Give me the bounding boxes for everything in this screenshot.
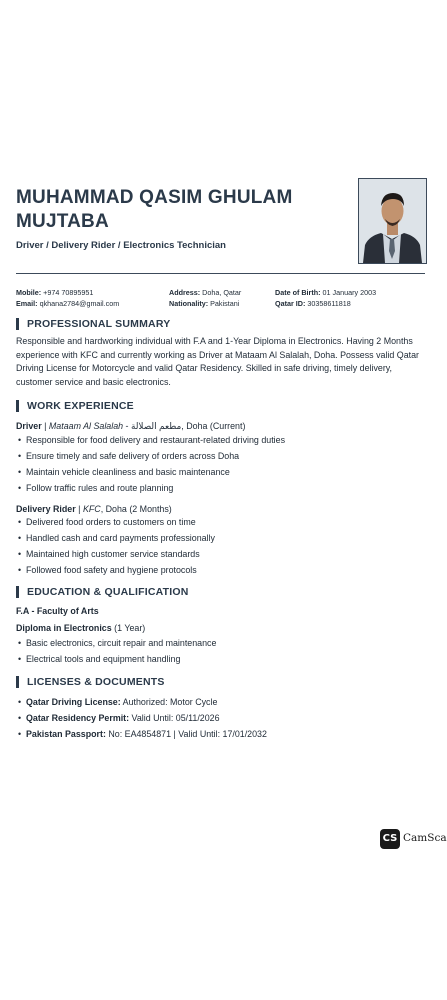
fa-label: F.A - Faculty of Arts: [16, 606, 99, 616]
qid-line: [275, 299, 376, 310]
nationality-label: Nationality:: [169, 298, 209, 308]
education-skills: [16, 635, 426, 667]
job-separator: |: [41, 421, 49, 431]
dob-label: Date of Birth:: [275, 288, 321, 297]
qid-label: Qatar ID:: [275, 298, 306, 308]
list-item: • Maintained high customer service standards: [16, 546, 426, 562]
list-item: • Handled cash and card payments professionally: [16, 530, 426, 546]
license-label: Pakistan Passport:: [26, 729, 106, 739]
contact-col-3: [275, 288, 376, 309]
education-heading: EDUCATION & QUALIFICATION: [16, 586, 189, 598]
summary-text: Responsible and hardworking individual with F.A and 1-Year Diploma in Electronics. Having 2 Months experience with KFC and currently working as Driver at Mataam Al Salalah, Doha. Possess valid Qatar Driving License for Motorcycle and valid Qatar Residency. Skilled in safe driving, timely delivery, customer service and basic electronics.: [16, 336, 420, 387]
job-rider-duties: [16, 514, 426, 578]
license-label: Qatar Driving License:: [26, 697, 121, 707]
licenses-list: [16, 694, 426, 742]
dob-line: [275, 288, 376, 299]
camscanner-logo-icon: CS: [380, 829, 400, 849]
header-divider: [16, 273, 425, 274]
candidate-name: MUHAMMAD QASIM GHULAM MUJTABA: [16, 187, 293, 232]
job-company: Mataam Al Salalah: [48, 421, 124, 431]
job-location: , Doha (2 Months): [100, 504, 172, 514]
diploma-duration: (1 Year): [111, 623, 146, 633]
list-item: • Ensure timely and safe delivery of orders across Doha: [16, 448, 426, 464]
license-label: Qatar Residency Permit:: [26, 713, 130, 723]
job-company: KFC: [82, 504, 101, 514]
qid-value: 30358611818: [307, 298, 351, 308]
camscanner-watermark: [380, 828, 447, 850]
address-value: Doha, Qatar: [202, 288, 242, 297]
mobile-value: +974 70895951: [43, 288, 94, 297]
list-item: • Delivered food orders to customers on time: [16, 514, 426, 530]
license-value: Authorized: Motor Cycle: [120, 697, 218, 707]
nationality-value: Pakistani: [210, 298, 240, 308]
job-location: - مطعم الصلالة, Doha (Current): [123, 421, 246, 431]
diploma-label: Diploma in Electronics: [16, 623, 112, 633]
person-photo-icon: [359, 179, 426, 263]
licenses-heading: LICENSES & DOCUMENTS: [16, 676, 165, 688]
job-driver-duties: [16, 432, 426, 496]
nationality-line: [169, 299, 241, 310]
list-item: • Basic electronics, circuit repair and maintenance: [16, 635, 426, 651]
mobile-label: Mobile:: [16, 288, 42, 297]
list-item: • Electrical tools and equipment handling: [16, 651, 426, 667]
job-separator: |: [75, 504, 83, 514]
job-role: Delivery Rider: [16, 504, 76, 514]
summary-heading: PROFESSIONAL SUMMARY: [16, 318, 170, 330]
list-item: • Followed food safety and hygiene protocols: [16, 562, 426, 578]
list-item: [16, 710, 426, 726]
profile-photo: [358, 178, 427, 264]
address-line: [169, 288, 241, 299]
job-titles: Driver / Delivery Rider / Electronics Technician: [16, 240, 226, 251]
diploma-qualification: [16, 622, 145, 634]
license-value: No: EA4854871 | Valid Until: 17/01/2032: [105, 729, 267, 739]
work-heading: WORK EXPERIENCE: [16, 400, 134, 412]
email-label: Email:: [16, 298, 38, 308]
list-item: • Follow traffic rules and route planning: [16, 480, 426, 496]
dob-value: 01 January 2003: [322, 288, 377, 297]
job-driver-title: [16, 420, 245, 432]
email-line: [16, 299, 119, 310]
list-item: • Responsible for food delivery and restaurant-related driving duties: [16, 432, 426, 448]
list-item: [16, 694, 426, 710]
job-role: Driver: [16, 421, 42, 431]
contact-col-1: [16, 288, 119, 309]
list-item: • Maintain vehicle cleanliness and basic maintenance: [16, 464, 426, 480]
contact-col-2: [169, 288, 241, 309]
list-item: [16, 726, 426, 742]
camscanner-text: CamSca: [403, 832, 447, 844]
email-value: qkhana2784@gmail.com: [39, 298, 120, 308]
license-value: Valid Until: 05/11/2026: [129, 713, 220, 723]
fa-qualification: [16, 605, 99, 617]
mobile-line: [16, 288, 119, 299]
address-label: Address:: [169, 288, 201, 297]
